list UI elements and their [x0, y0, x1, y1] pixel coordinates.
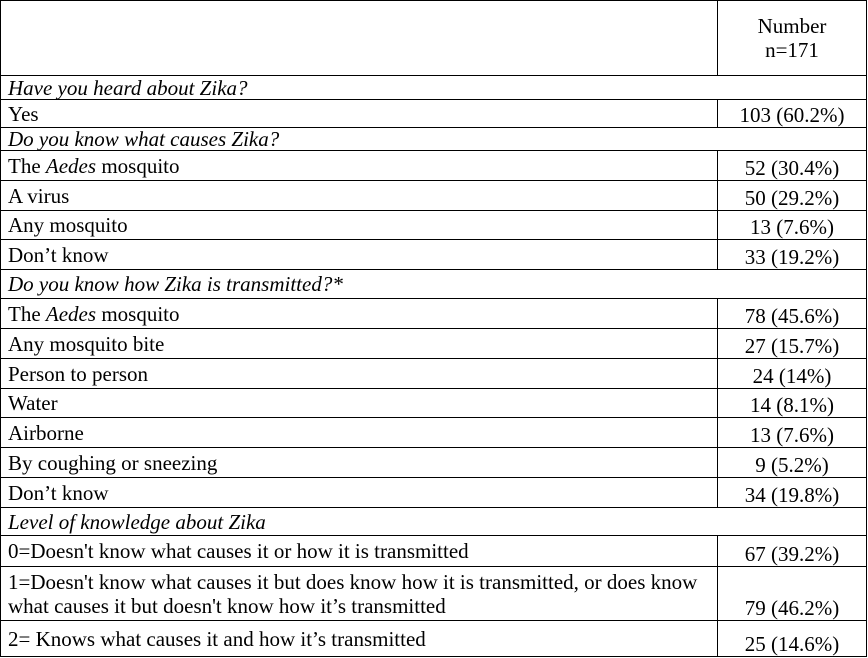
- row-label: [8, 302, 180, 326]
- table-row: [1, 567, 866, 621]
- label-prefix: The: [8, 301, 46, 326]
- row-label-cell: [1, 478, 718, 507]
- section-heading-row: [1, 270, 866, 299]
- row-label-cell: [1, 151, 718, 180]
- row-value-cell: [718, 418, 866, 447]
- section-heading-row: [1, 76, 866, 100]
- row-value-cell: [718, 100, 866, 127]
- row-label-cell: [1, 567, 718, 620]
- label-prefix: The: [8, 153, 46, 178]
- row-value: 14 (8.1%): [750, 393, 834, 417]
- row-label: 0=Doesn't know what causes it or how it is transmitted: [8, 539, 469, 563]
- table-row: [1, 448, 866, 478]
- table-row: [1, 151, 866, 181]
- row-label: Water: [8, 391, 58, 415]
- row-value-cell: [718, 329, 866, 358]
- row-label: Any mosquito bite: [8, 331, 165, 356]
- row-value-cell: [718, 240, 866, 269]
- row-value: 34 (19.8%): [744, 483, 840, 507]
- table-row: [1, 389, 866, 418]
- table-row: [1, 418, 866, 448]
- row-label: Yes: [8, 101, 39, 126]
- row-label: Person to person: [8, 361, 148, 386]
- row-label-cell: [1, 448, 718, 477]
- row-value-cell: [718, 448, 866, 477]
- row-label-cell: [1, 100, 718, 127]
- row-label-cell: [1, 418, 718, 447]
- row-label-cell: [1, 359, 718, 388]
- row-value: 13 (7.6%): [750, 423, 834, 447]
- row-value-cell: [718, 478, 866, 507]
- row-value: 13 (7.6%): [750, 215, 834, 239]
- row-label: Don’t know: [8, 480, 109, 505]
- table-row: [1, 181, 866, 211]
- table-row: [1, 100, 866, 128]
- row-label-cell: [1, 240, 718, 269]
- row-value-cell: [718, 151, 866, 180]
- row-label: 1=Doesn't know what causes it but does know how it is transmitted, or does know what causes it but doesn't know how it’s transmitted: [8, 569, 698, 618]
- row-label: By coughing or sneezing: [8, 450, 218, 475]
- row-value-cell: [718, 359, 866, 388]
- row-value-cell: [718, 299, 866, 328]
- row-label: A virus: [8, 183, 70, 208]
- table-row: [1, 211, 866, 240]
- table-row: [1, 329, 866, 359]
- label-suffix: mosquito: [96, 153, 180, 178]
- row-value: 50 (29.2%): [744, 186, 840, 210]
- section-heading: Do you know how Zika is transmitted?*: [8, 272, 343, 296]
- row-value: 24 (14%): [752, 364, 832, 388]
- table-row: [1, 240, 866, 270]
- row-value: 78 (45.6%): [744, 304, 840, 328]
- row-value-cell: [718, 567, 866, 620]
- row-value-cell: [718, 536, 866, 566]
- section-heading: Have you heard about Zika?: [8, 75, 248, 100]
- row-value-cell: [718, 181, 866, 210]
- label-suffix: mosquito: [96, 301, 180, 326]
- row-value: 33 (19.2%): [744, 245, 840, 269]
- section-heading-row: [1, 508, 866, 536]
- row-value-cell: [718, 621, 866, 656]
- row-label-cell: [1, 329, 718, 358]
- header-number-cell: [718, 1, 866, 75]
- section-heading-row: [1, 128, 866, 151]
- row-label-cell: [1, 536, 718, 566]
- table-header-row: [1, 1, 866, 76]
- section-heading: Do you know what causes Zika?: [8, 127, 280, 151]
- table-row: [1, 359, 866, 389]
- table-row: [1, 536, 866, 567]
- row-value: 52 (30.4%): [744, 156, 840, 180]
- section-heading: Level of knowledge about Zika: [8, 509, 266, 534]
- row-value: 67 (39.2%): [744, 542, 840, 566]
- row-label: 2= Knows what causes it and how it’s transmitted: [8, 626, 426, 651]
- row-value: 9 (5.2%): [755, 453, 829, 477]
- row-value-cell: [718, 211, 866, 239]
- genus-name: Aedes: [45, 153, 97, 178]
- row-label-cell: [1, 621, 718, 656]
- row-label: Airborne: [8, 420, 84, 445]
- row-label-cell: [1, 389, 718, 417]
- row-label-cell: [1, 211, 718, 239]
- row-value-cell: [718, 389, 866, 417]
- column-title: Number: [757, 14, 827, 38]
- row-label: Any mosquito: [8, 213, 128, 237]
- row-value: 103 (60.2%): [739, 103, 845, 127]
- row-label: Don’t know: [8, 242, 109, 267]
- row-value: 25 (14.6%): [744, 632, 840, 656]
- row-label-cell: [1, 181, 718, 210]
- row-label: [8, 154, 180, 178]
- row-label-cell: [1, 299, 718, 328]
- row-value: 27 (15.7%): [744, 334, 840, 358]
- table-row: [1, 621, 866, 656]
- table-row: [1, 478, 866, 508]
- header-empty-cell: [1, 1, 718, 75]
- row-value: 79 (46.2%): [744, 596, 840, 620]
- genus-name: Aedes: [45, 301, 97, 326]
- sample-size: n=171: [765, 38, 819, 62]
- table-row: [1, 299, 866, 329]
